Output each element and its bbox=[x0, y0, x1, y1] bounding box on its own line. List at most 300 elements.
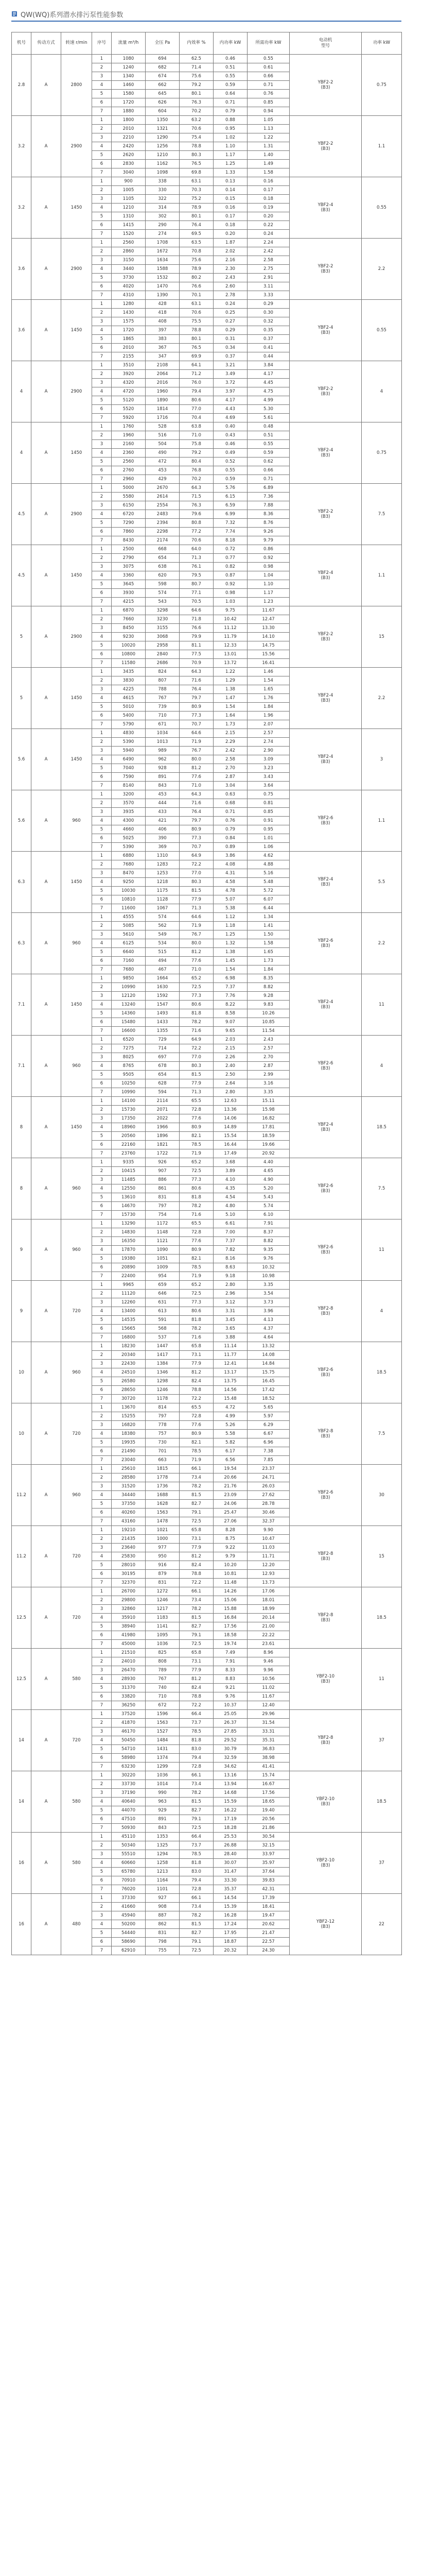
table-cell: 3 bbox=[92, 992, 112, 1001]
table-cell: 5 bbox=[92, 1316, 112, 1325]
table-cell: 0.16 bbox=[214, 204, 248, 212]
table-cell: 5390 bbox=[112, 843, 146, 852]
table-cell: 1 bbox=[92, 55, 112, 63]
table-cell: 1.58 bbox=[248, 939, 290, 948]
table-cell: 646 bbox=[146, 1290, 180, 1298]
table-cell: 77.6 bbox=[180, 1114, 214, 1123]
table-cell: 71.3 bbox=[180, 1088, 214, 1097]
table-cell: 574 bbox=[146, 589, 180, 598]
table-cell: 1.03 bbox=[214, 598, 248, 606]
table-cell: 663 bbox=[146, 1456, 180, 1465]
table-cell: 1433 bbox=[146, 1018, 180, 1027]
table-cell: 574 bbox=[146, 913, 180, 922]
table-cell: 78.5 bbox=[180, 1850, 214, 1859]
table-cell: 1210 bbox=[112, 204, 146, 212]
table-cell: 1 bbox=[92, 1771, 112, 1780]
table-row bbox=[12, 300, 402, 309]
table-cell: 25.05 bbox=[214, 1710, 248, 1719]
table-cell: 7 bbox=[92, 536, 112, 545]
table-cell: 12.33 bbox=[214, 641, 248, 650]
table-cell: 408 bbox=[146, 317, 180, 326]
speed-cell: 1450 bbox=[61, 177, 92, 239]
table-cell: 1 bbox=[92, 974, 112, 983]
table-cell: 0.16 bbox=[248, 177, 290, 186]
table-cell: 0.95 bbox=[214, 125, 248, 133]
page-title: QW(WQ)系列潜水排污泵性能参数 bbox=[21, 11, 124, 19]
table-cell: 7 bbox=[92, 843, 112, 852]
table-cell: 69.8 bbox=[180, 168, 214, 177]
table-cell: 78.2 bbox=[180, 1482, 214, 1491]
table-cell: 2.42 bbox=[248, 247, 290, 256]
table-cell: 32370 bbox=[112, 1579, 146, 1587]
table-cell: 81.2 bbox=[180, 948, 214, 957]
table-cell: 3.31 bbox=[214, 1307, 248, 1316]
table-cell: 20.32 bbox=[214, 1946, 248, 1955]
table-cell: 10.81 bbox=[214, 1570, 248, 1579]
table-cell: 18.52 bbox=[248, 1395, 290, 1403]
table-cell: 421 bbox=[146, 817, 180, 825]
table-cell: 714 bbox=[146, 1044, 180, 1053]
table-cell: 50340 bbox=[112, 1841, 146, 1850]
table-cell: 1966 bbox=[146, 1123, 180, 1132]
table-cell: 80.3 bbox=[180, 151, 214, 160]
table-cell: 1 bbox=[92, 1526, 112, 1535]
table-cell: 0.76 bbox=[214, 817, 248, 825]
table-cell: 70.6 bbox=[180, 309, 214, 317]
table-cell: 33.97 bbox=[248, 1850, 290, 1859]
table-cell: 23.09 bbox=[214, 1491, 248, 1500]
table-cell: 76.6 bbox=[180, 282, 214, 291]
table-cell: 2.03 bbox=[214, 1036, 248, 1044]
table-cell: 4720 bbox=[112, 387, 146, 396]
speed-cell: 960 bbox=[61, 913, 92, 974]
table-cell: 7 bbox=[92, 1333, 112, 1342]
speed-cell: 1450 bbox=[61, 300, 92, 361]
motor-power-cell: 4 bbox=[362, 1036, 402, 1097]
table-cell: 7 bbox=[92, 1211, 112, 1219]
speed-cell: 1450 bbox=[61, 729, 92, 790]
table-cell: 433 bbox=[146, 808, 180, 817]
table-cell: 2.80 bbox=[214, 1088, 248, 1097]
table-cell: 11.02 bbox=[248, 1684, 290, 1692]
table-cell: 1350 bbox=[146, 116, 180, 125]
table-cell: 81.5 bbox=[180, 887, 214, 895]
table-cell: 78.8 bbox=[180, 1692, 214, 1701]
table-cell: 9335 bbox=[112, 1158, 146, 1167]
table-cell: 1 bbox=[92, 300, 112, 309]
table-cell: 79.7 bbox=[180, 817, 214, 825]
table-cell: 4215 bbox=[112, 598, 146, 606]
table-cell: 1272 bbox=[146, 1587, 180, 1596]
table-cell: 1 bbox=[92, 668, 112, 676]
table-cell: 11.79 bbox=[214, 633, 248, 641]
table-cell: 1036 bbox=[146, 1640, 180, 1649]
table-cell: 46170 bbox=[112, 1727, 146, 1736]
table-cell: 76.7 bbox=[180, 747, 214, 755]
table-cell: 79.1 bbox=[180, 1815, 214, 1824]
table-cell: 19380 bbox=[112, 1255, 146, 1263]
table-cell: 1532 bbox=[146, 274, 180, 282]
table-cell: 73.4 bbox=[180, 1473, 214, 1482]
table-cell: 1 bbox=[92, 484, 112, 493]
speed-cell: 720 bbox=[61, 1526, 92, 1587]
table-cell: 2500 bbox=[112, 545, 146, 554]
drive-type-cell: A bbox=[31, 729, 61, 790]
table-cell: 7 bbox=[92, 1762, 112, 1771]
table-cell: 64.9 bbox=[180, 1036, 214, 1044]
table-cell: 1353 bbox=[146, 1833, 180, 1841]
table-cell: 926 bbox=[146, 1158, 180, 1167]
table-cell: 1.64 bbox=[214, 711, 248, 720]
table-cell: 397 bbox=[146, 326, 180, 335]
table-cell: 5 bbox=[92, 1193, 112, 1202]
table-cell: 0.95 bbox=[248, 825, 290, 834]
table-cell: 1415 bbox=[112, 221, 146, 230]
speed-cell: 1450 bbox=[61, 545, 92, 606]
table-cell: 0.75 bbox=[248, 790, 290, 799]
motor-power-cell: 7.5 bbox=[362, 484, 402, 545]
table-cell: 2.58 bbox=[248, 256, 290, 265]
table-cell: 9.26 bbox=[248, 528, 290, 536]
table-cell: 5.82 bbox=[214, 1438, 248, 1447]
table-cell: 8.75 bbox=[214, 1535, 248, 1544]
table-cell: 5 bbox=[92, 580, 112, 589]
table-cell: 843 bbox=[146, 782, 180, 790]
table-cell: 6 bbox=[92, 1325, 112, 1333]
table-cell: 16.45 bbox=[248, 1377, 290, 1386]
table-row bbox=[12, 1403, 402, 1412]
table-cell: 6150 bbox=[112, 501, 146, 510]
table-cell: 76.6 bbox=[180, 624, 214, 633]
motor-model-cell: YBF2-4 (B3) bbox=[290, 545, 362, 606]
table-cell: 17.81 bbox=[248, 1123, 290, 1132]
table-cell: 65.5 bbox=[180, 1097, 214, 1106]
table-cell: 2 bbox=[92, 1780, 112, 1789]
table-cell: 0.17 bbox=[248, 186, 290, 195]
table-cell: 70910 bbox=[112, 1876, 146, 1885]
table-row bbox=[12, 1587, 402, 1596]
table-cell: 78.8 bbox=[180, 142, 214, 151]
table-cell: 0.49 bbox=[214, 449, 248, 457]
table-cell: 369 bbox=[146, 843, 180, 852]
table-cell: 36250 bbox=[112, 1701, 146, 1710]
table-cell: 701 bbox=[146, 1447, 180, 1456]
table-cell: 4.08 bbox=[214, 860, 248, 869]
table-cell: 1.25 bbox=[214, 930, 248, 939]
table-cell: 72.5 bbox=[180, 1824, 214, 1833]
table-cell: 10250 bbox=[112, 1079, 146, 1088]
table-cell: 3.35 bbox=[248, 1281, 290, 1290]
table-cell: 900 bbox=[112, 177, 146, 186]
table-cell: 13670 bbox=[112, 1403, 146, 1412]
table-cell: 8.35 bbox=[248, 974, 290, 983]
table-cell: 3570 bbox=[112, 799, 146, 808]
motor-power-cell: 1.1 bbox=[362, 545, 402, 606]
table-cell: 1.34 bbox=[248, 913, 290, 922]
table-cell: 4 bbox=[92, 878, 112, 887]
table-cell: 81.5 bbox=[180, 1920, 214, 1929]
table-cell: 0.51 bbox=[248, 431, 290, 440]
table-cell: 45110 bbox=[112, 1833, 146, 1841]
table-cell: 6 bbox=[92, 466, 112, 475]
table-cell: 4.31 bbox=[214, 869, 248, 878]
table-cell: 81.5 bbox=[180, 1798, 214, 1806]
machine-number-cell: 16 bbox=[12, 1894, 31, 1955]
table-cell: 3935 bbox=[112, 808, 146, 817]
table-cell: 5.65 bbox=[248, 1403, 290, 1412]
table-cell: 76.3 bbox=[180, 98, 214, 107]
table-cell: 7040 bbox=[112, 764, 146, 773]
table-cell: 1121 bbox=[146, 1237, 180, 1246]
table-cell: 23.61 bbox=[248, 1640, 290, 1649]
motor-power-cell: 18.5 bbox=[362, 1342, 402, 1403]
table-cell: 1.87 bbox=[214, 239, 248, 247]
table-cell: 3.54 bbox=[248, 1290, 290, 1298]
table-cell: 1 bbox=[92, 545, 112, 554]
table-cell: 78.2 bbox=[180, 1789, 214, 1798]
table-cell: 5520 bbox=[112, 405, 146, 414]
table-cell: 1.73 bbox=[248, 957, 290, 965]
table-cell: 77.6 bbox=[180, 773, 214, 782]
table-cell: 1299 bbox=[146, 1762, 180, 1771]
table-cell: 907 bbox=[146, 1167, 180, 1176]
table-cell: 28580 bbox=[112, 1473, 146, 1482]
machine-number-cell: 8 bbox=[12, 1158, 31, 1219]
table-cell: 2 bbox=[92, 1290, 112, 1298]
table-cell: 314 bbox=[146, 204, 180, 212]
table-cell: 594 bbox=[146, 1088, 180, 1097]
table-cell: 75.5 bbox=[180, 317, 214, 326]
table-cell: 2670 bbox=[146, 484, 180, 493]
table-cell: 8.63 bbox=[214, 1263, 248, 1272]
table-cell: 13.36 bbox=[214, 1106, 248, 1114]
table-cell: 0.15 bbox=[214, 195, 248, 204]
table-cell: 44070 bbox=[112, 1806, 146, 1815]
table-cell: 10.98 bbox=[248, 1272, 290, 1281]
table-cell: 80.0 bbox=[180, 939, 214, 948]
table-cell: 8.16 bbox=[214, 1255, 248, 1263]
table-cell: 17.39 bbox=[248, 1894, 290, 1903]
table-cell: 18.87 bbox=[214, 1938, 248, 1946]
table-cell: 5 bbox=[92, 1132, 112, 1141]
table-cell: 1.10 bbox=[248, 580, 290, 589]
table-cell: 1722 bbox=[146, 1149, 180, 1158]
table-cell: 3 bbox=[92, 195, 112, 204]
table-cell: 1.33 bbox=[214, 168, 248, 177]
table-cell: 4 bbox=[92, 1246, 112, 1255]
table-cell: 7.91 bbox=[248, 1219, 290, 1228]
motor-model-cell: YBF2-8 (B3) bbox=[290, 1587, 362, 1649]
table-cell: 6.89 bbox=[248, 484, 290, 493]
table-cell: 0.68 bbox=[214, 799, 248, 808]
table-cell: 0.17 bbox=[214, 212, 248, 221]
table-cell: 64.6 bbox=[180, 606, 214, 615]
table-cell: 18.65 bbox=[248, 1798, 290, 1806]
table-cell: 13400 bbox=[112, 1307, 146, 1316]
table-cell: 1340 bbox=[112, 72, 146, 81]
table-cell: 10.26 bbox=[248, 1009, 290, 1018]
table-cell: 3.23 bbox=[248, 764, 290, 773]
table-cell: 6 bbox=[92, 282, 112, 291]
table-cell: 3 bbox=[92, 379, 112, 387]
table-cell: 2 bbox=[92, 1903, 112, 1911]
table-cell: 75.6 bbox=[180, 72, 214, 81]
table-cell: 77.3 bbox=[180, 711, 214, 720]
speed-cell: 2900 bbox=[61, 239, 92, 300]
table-cell: 80.0 bbox=[180, 755, 214, 764]
table-cell: 3.09 bbox=[248, 755, 290, 764]
table-cell: 0.71 bbox=[214, 808, 248, 817]
motor-power-cell: 37 bbox=[362, 1833, 402, 1894]
table-row bbox=[12, 239, 402, 247]
table-cell: 0.37 bbox=[248, 335, 290, 344]
table-cell: 5.07 bbox=[214, 895, 248, 904]
table-cell: 71.6 bbox=[180, 1027, 214, 1036]
table-cell: 1 bbox=[92, 116, 112, 125]
table-cell: 13610 bbox=[112, 1193, 146, 1202]
table-cell: 7 bbox=[92, 904, 112, 913]
table-cell: 6 bbox=[92, 98, 112, 107]
table-cell: 77.9 bbox=[180, 1544, 214, 1552]
table-cell: 22400 bbox=[112, 1272, 146, 1281]
table-cell: 0.40 bbox=[214, 422, 248, 431]
table-cell: 7 bbox=[92, 1517, 112, 1526]
table-cell: 1431 bbox=[146, 1745, 180, 1754]
motor-model-cell: YBF2-2 (B3) bbox=[290, 484, 362, 545]
table-cell: 2 bbox=[92, 676, 112, 685]
motor-power-cell: 0.75 bbox=[362, 55, 402, 116]
table-cell: 10990 bbox=[112, 1088, 146, 1097]
table-cell: 0.92 bbox=[248, 554, 290, 563]
table-cell: 5085 bbox=[112, 922, 146, 930]
table-cell: 3440 bbox=[112, 265, 146, 274]
table-cell: 537 bbox=[146, 1333, 180, 1342]
table-cell: 3.88 bbox=[214, 1333, 248, 1342]
table-cell: 21.00 bbox=[248, 1622, 290, 1631]
motor-power-cell: 0.55 bbox=[362, 177, 402, 239]
table-cell: 2.87 bbox=[214, 773, 248, 782]
table-cell: 72.8 bbox=[180, 1106, 214, 1114]
table-cell: 0.24 bbox=[248, 230, 290, 239]
table-cell: 1217 bbox=[146, 1605, 180, 1614]
column-header: 全压 Pa bbox=[146, 32, 180, 55]
machine-number-cell: 9 bbox=[12, 1281, 31, 1342]
table-row bbox=[12, 729, 402, 738]
table-cell: 338 bbox=[146, 177, 180, 186]
table-cell: 72.8 bbox=[180, 1228, 214, 1237]
table-cell: 516 bbox=[146, 431, 180, 440]
motor-model-cell: YBF2-4 (B3) bbox=[290, 852, 362, 913]
table-cell: 0.87 bbox=[214, 571, 248, 580]
table-cell: 1310 bbox=[112, 212, 146, 221]
table-cell: 1630 bbox=[146, 983, 180, 992]
table-cell: 80.9 bbox=[180, 703, 214, 711]
table-cell: 1563 bbox=[146, 1719, 180, 1727]
table-cell: 767 bbox=[146, 694, 180, 703]
table-cell: 80.6 bbox=[180, 396, 214, 405]
table-cell: 73.4 bbox=[180, 1903, 214, 1911]
table-cell: 6720 bbox=[112, 510, 146, 519]
table-cell: 2560 bbox=[112, 457, 146, 466]
table-cell: 80.2 bbox=[180, 274, 214, 282]
table-cell: 6 bbox=[92, 1876, 112, 1885]
table-cell: 65.8 bbox=[180, 1342, 214, 1351]
table-cell: 2.29 bbox=[214, 738, 248, 747]
table-cell: 1493 bbox=[146, 1009, 180, 1018]
table-cell: 1592 bbox=[146, 992, 180, 1001]
table-cell: 7 bbox=[92, 291, 112, 300]
drive-type-cell: A bbox=[31, 913, 61, 974]
table-cell: 13.16 bbox=[214, 1771, 248, 1780]
table-cell: 891 bbox=[146, 1815, 180, 1824]
table-cell: 81.1 bbox=[180, 641, 214, 650]
table-cell: 7 bbox=[92, 1456, 112, 1465]
table-cell: 3 bbox=[92, 1114, 112, 1123]
table-cell: 0.89 bbox=[214, 843, 248, 852]
table-cell: 76.1 bbox=[180, 563, 214, 571]
table-cell: 8.33 bbox=[214, 1666, 248, 1675]
table-cell: 1 bbox=[92, 422, 112, 431]
table-cell: 3230 bbox=[146, 615, 180, 624]
table-cell: 1 bbox=[92, 913, 112, 922]
table-cell: 2071 bbox=[146, 1106, 180, 1114]
table-cell: 2108 bbox=[146, 361, 180, 370]
table-cell: 1 bbox=[92, 606, 112, 615]
machine-number-cell: 2.8 bbox=[12, 55, 31, 116]
machine-number-cell: 5.6 bbox=[12, 790, 31, 852]
table-cell: 70.7 bbox=[180, 843, 214, 852]
table-cell: 8470 bbox=[112, 869, 146, 878]
table-cell: 2.91 bbox=[248, 274, 290, 282]
table-cell: 76.8 bbox=[180, 466, 214, 475]
table-cell: 5 bbox=[92, 764, 112, 773]
table-cell: 4.43 bbox=[214, 405, 248, 414]
table-cell: 70.5 bbox=[180, 598, 214, 606]
motor-model-cell: YBF2-8 (B3) bbox=[290, 1281, 362, 1342]
table-cell: 14.56 bbox=[214, 1386, 248, 1395]
column-header: 流量 m³/h bbox=[112, 32, 146, 55]
table-cell: 1672 bbox=[146, 247, 180, 256]
table-cell: 80.6 bbox=[180, 1307, 214, 1316]
table-cell: 710 bbox=[146, 1692, 180, 1701]
table-cell: 1563 bbox=[146, 1509, 180, 1517]
table-cell: 0.25 bbox=[214, 309, 248, 317]
table-cell: 16800 bbox=[112, 1333, 146, 1342]
table-cell: 13290 bbox=[112, 1219, 146, 1228]
table-cell: 7 bbox=[92, 1824, 112, 1833]
table-cell: 76.4 bbox=[180, 808, 214, 817]
table-cell: 5 bbox=[92, 1377, 112, 1386]
table-cell: 30.46 bbox=[248, 1509, 290, 1517]
table-cell: 6 bbox=[92, 711, 112, 720]
table-cell: 80.3 bbox=[180, 1062, 214, 1071]
column-header: 机号 bbox=[12, 32, 31, 55]
table-cell: 9.22 bbox=[214, 1544, 248, 1552]
table-cell: 75.4 bbox=[180, 133, 214, 142]
table-cell: 18.99 bbox=[248, 1605, 290, 1614]
drive-type-cell: A bbox=[31, 1771, 61, 1833]
table-cell: 1175 bbox=[146, 887, 180, 895]
table-cell: 928 bbox=[146, 764, 180, 773]
column-header: 所需功率 kW bbox=[248, 32, 290, 55]
table-row bbox=[12, 852, 402, 860]
table-cell: 2.60 bbox=[214, 282, 248, 291]
table-cell: 79.1 bbox=[180, 1509, 214, 1517]
table-cell: 14.54 bbox=[214, 1894, 248, 1903]
table-cell: 47510 bbox=[112, 1815, 146, 1824]
table-cell: 76.4 bbox=[180, 685, 214, 694]
motor-power-cell: 18.5 bbox=[362, 1097, 402, 1158]
